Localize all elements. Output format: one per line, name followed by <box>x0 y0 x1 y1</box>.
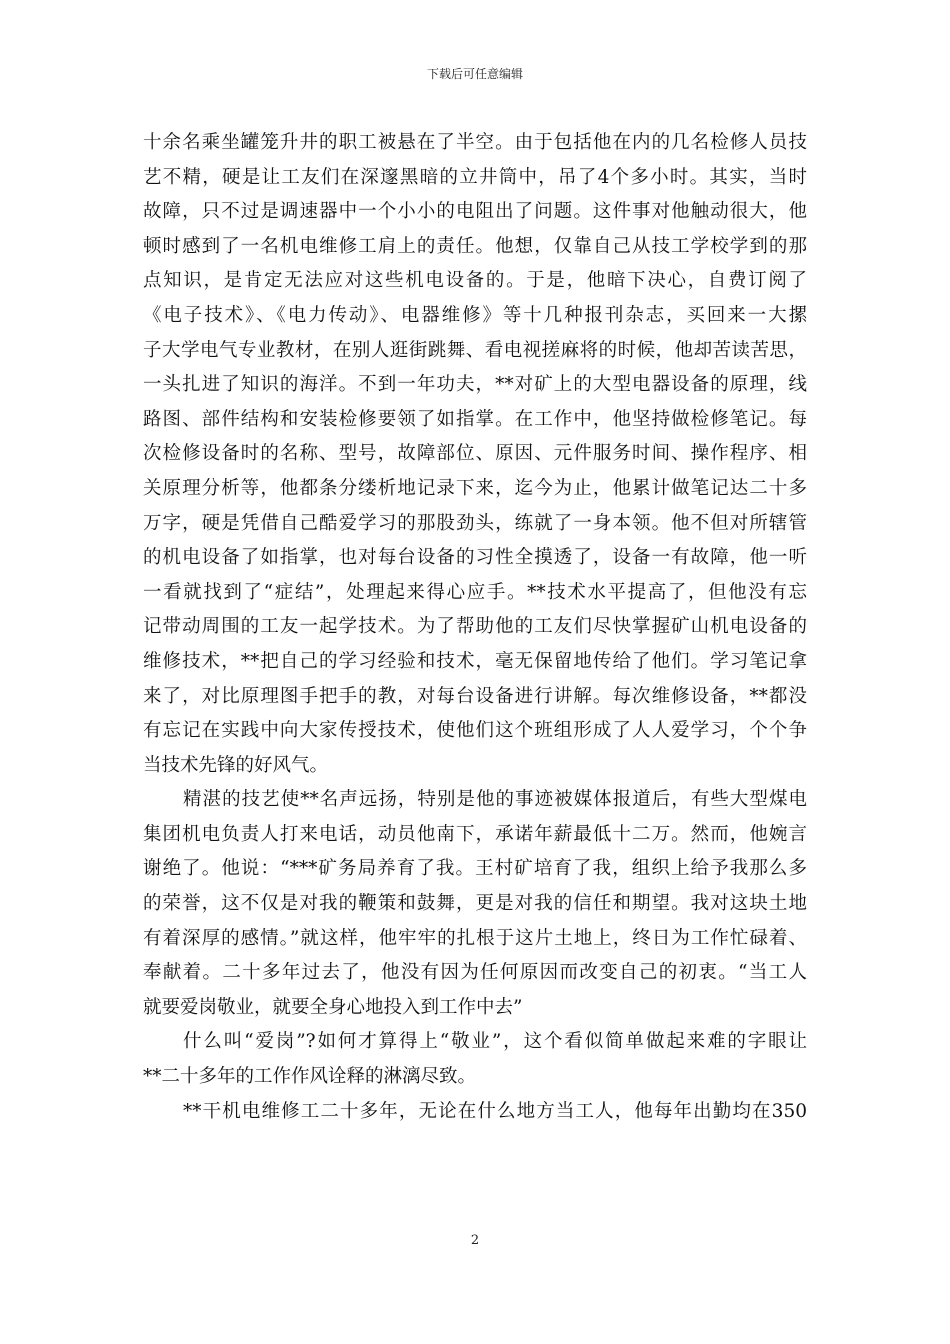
text-line: 路图、部件结构和安装检修要领了如指掌。在工作中，他坚持做检修笔记。每 <box>143 408 807 430</box>
text-line: 万字，硬是凭借自己酷爱学习的那股劲头，练就了一身本领。他不但对所辖管 <box>143 512 807 534</box>
paragraph <box>143 126 807 783</box>
text-line: 故障，只不过是调速器中一个小小的电阻出了问题。这件事对他触动很大，他 <box>143 201 807 223</box>
text-line: 就要爱岗敬业，就要全身心地投入到工作中去” <box>143 996 523 1018</box>
text-line: 十余名乘坐罐笼升井的职工被悬在了半空。由于包括他在内的几名检修人员技 <box>143 132 807 153</box>
text-line: 一头扎进了知识的海洋。不到一年功夫，**对矿上的大型电器设备的原理，线 <box>143 374 807 396</box>
text-line: 的机电设备了如指掌，也对每台设备的习性全摸透了，设备一有故障，他一听 <box>143 547 807 569</box>
text-line: 精湛的技艺使**名声远扬，特别是他的事迹被媒体报道后，有些大型煤电 <box>183 789 807 811</box>
paragraph <box>143 1025 807 1094</box>
page-header: 下载后可任意编辑 <box>426 67 523 81</box>
text-line: 艺不精，硬是让工友们在深邃黑暗的立井筒中，吊了4个多小时。其实，当时 <box>143 166 807 188</box>
text-line: 来了，对比原理图手把手的教，对每台设备进行讲解。每次维修设备，**都没 <box>143 685 807 707</box>
paragraph <box>143 1095 807 1130</box>
text-line: 《电子技术》、《电力传动》、电器维修》等十几种报刊杂志，买回来一大摞 <box>143 304 807 326</box>
text-line: 有忘记在实践中向大家传授技术，使他们这个班组形成了人人爱学习，个个争 <box>143 720 807 742</box>
text-line: **干机电维修工二十多年，无论在什么地方当工人，他每年出勤均在350 <box>183 1100 807 1122</box>
text-line: 什么叫“爱岗”?如何才算得上“敬业”，这个看似简单做起来难的字眼让 <box>183 1031 807 1053</box>
text-line: 子大学电气专业教材，在别人逛街跳舞、看电视搓麻将的时候，他却苦读苦思， <box>143 339 807 361</box>
text-line: 记带动周围的工友一起学技术。为了帮助他的工友们尽快掌握矿山机电设备的 <box>143 616 807 638</box>
text-line: 点知识，是肯定无法应对这些机电设备的。于是，他暗下决心，自费订阅了 <box>143 270 807 292</box>
text-line: 谢绝了。他说：“***矿务局养育了我。王村矿培育了我，组织上给予我那么多 <box>143 858 807 880</box>
text-line: 有着深厚的感情。”就这样，他牢牢的扎根于这片土地上，终日为工作忙碌着、 <box>143 927 807 949</box>
text-line: 关原理分析等，他都条分缕析地记录下来，迄今为止，他累计做笔记达二十多 <box>143 477 807 499</box>
text-line: 次检修设备时的名称、型号，故障部位、原因、元件服务时间、操作程序、相 <box>143 443 807 465</box>
text-line: 一看就找到了“症结”，处理起来得心应手。**技术水平提高了，但他没有忘 <box>143 581 807 603</box>
text-line: **二十多年的工作作风诠释的淋漓尽致。 <box>143 1066 477 1088</box>
body-text <box>143 126 807 1129</box>
text-line: 维修技术，**把自己的学习经验和技术，毫无保留地传给了他们。学习笔记拿 <box>143 650 807 672</box>
text-line: 顿时感到了一名机电维修工肩上的责任。他想，仅靠自己从技工学校学到的那 <box>143 235 807 257</box>
text-line: 当技术先锋的好风气。 <box>143 754 329 776</box>
paragraph <box>143 783 807 1025</box>
text-line: 的荣誉，这不仅是对我的鞭策和鼓舞，更是对我的信任和期望。我对这块土地 <box>143 893 807 915</box>
text-line: 奉献着。二十多年过去了，他没有因为任何原因而改变自己的初衷。“当工人 <box>143 962 807 984</box>
page-number: 2 <box>470 1233 480 1248</box>
text-line: 集团机电负责人打来电话，动员他南下，承诺年薪最低十二万。然而，他婉言 <box>143 823 807 845</box>
